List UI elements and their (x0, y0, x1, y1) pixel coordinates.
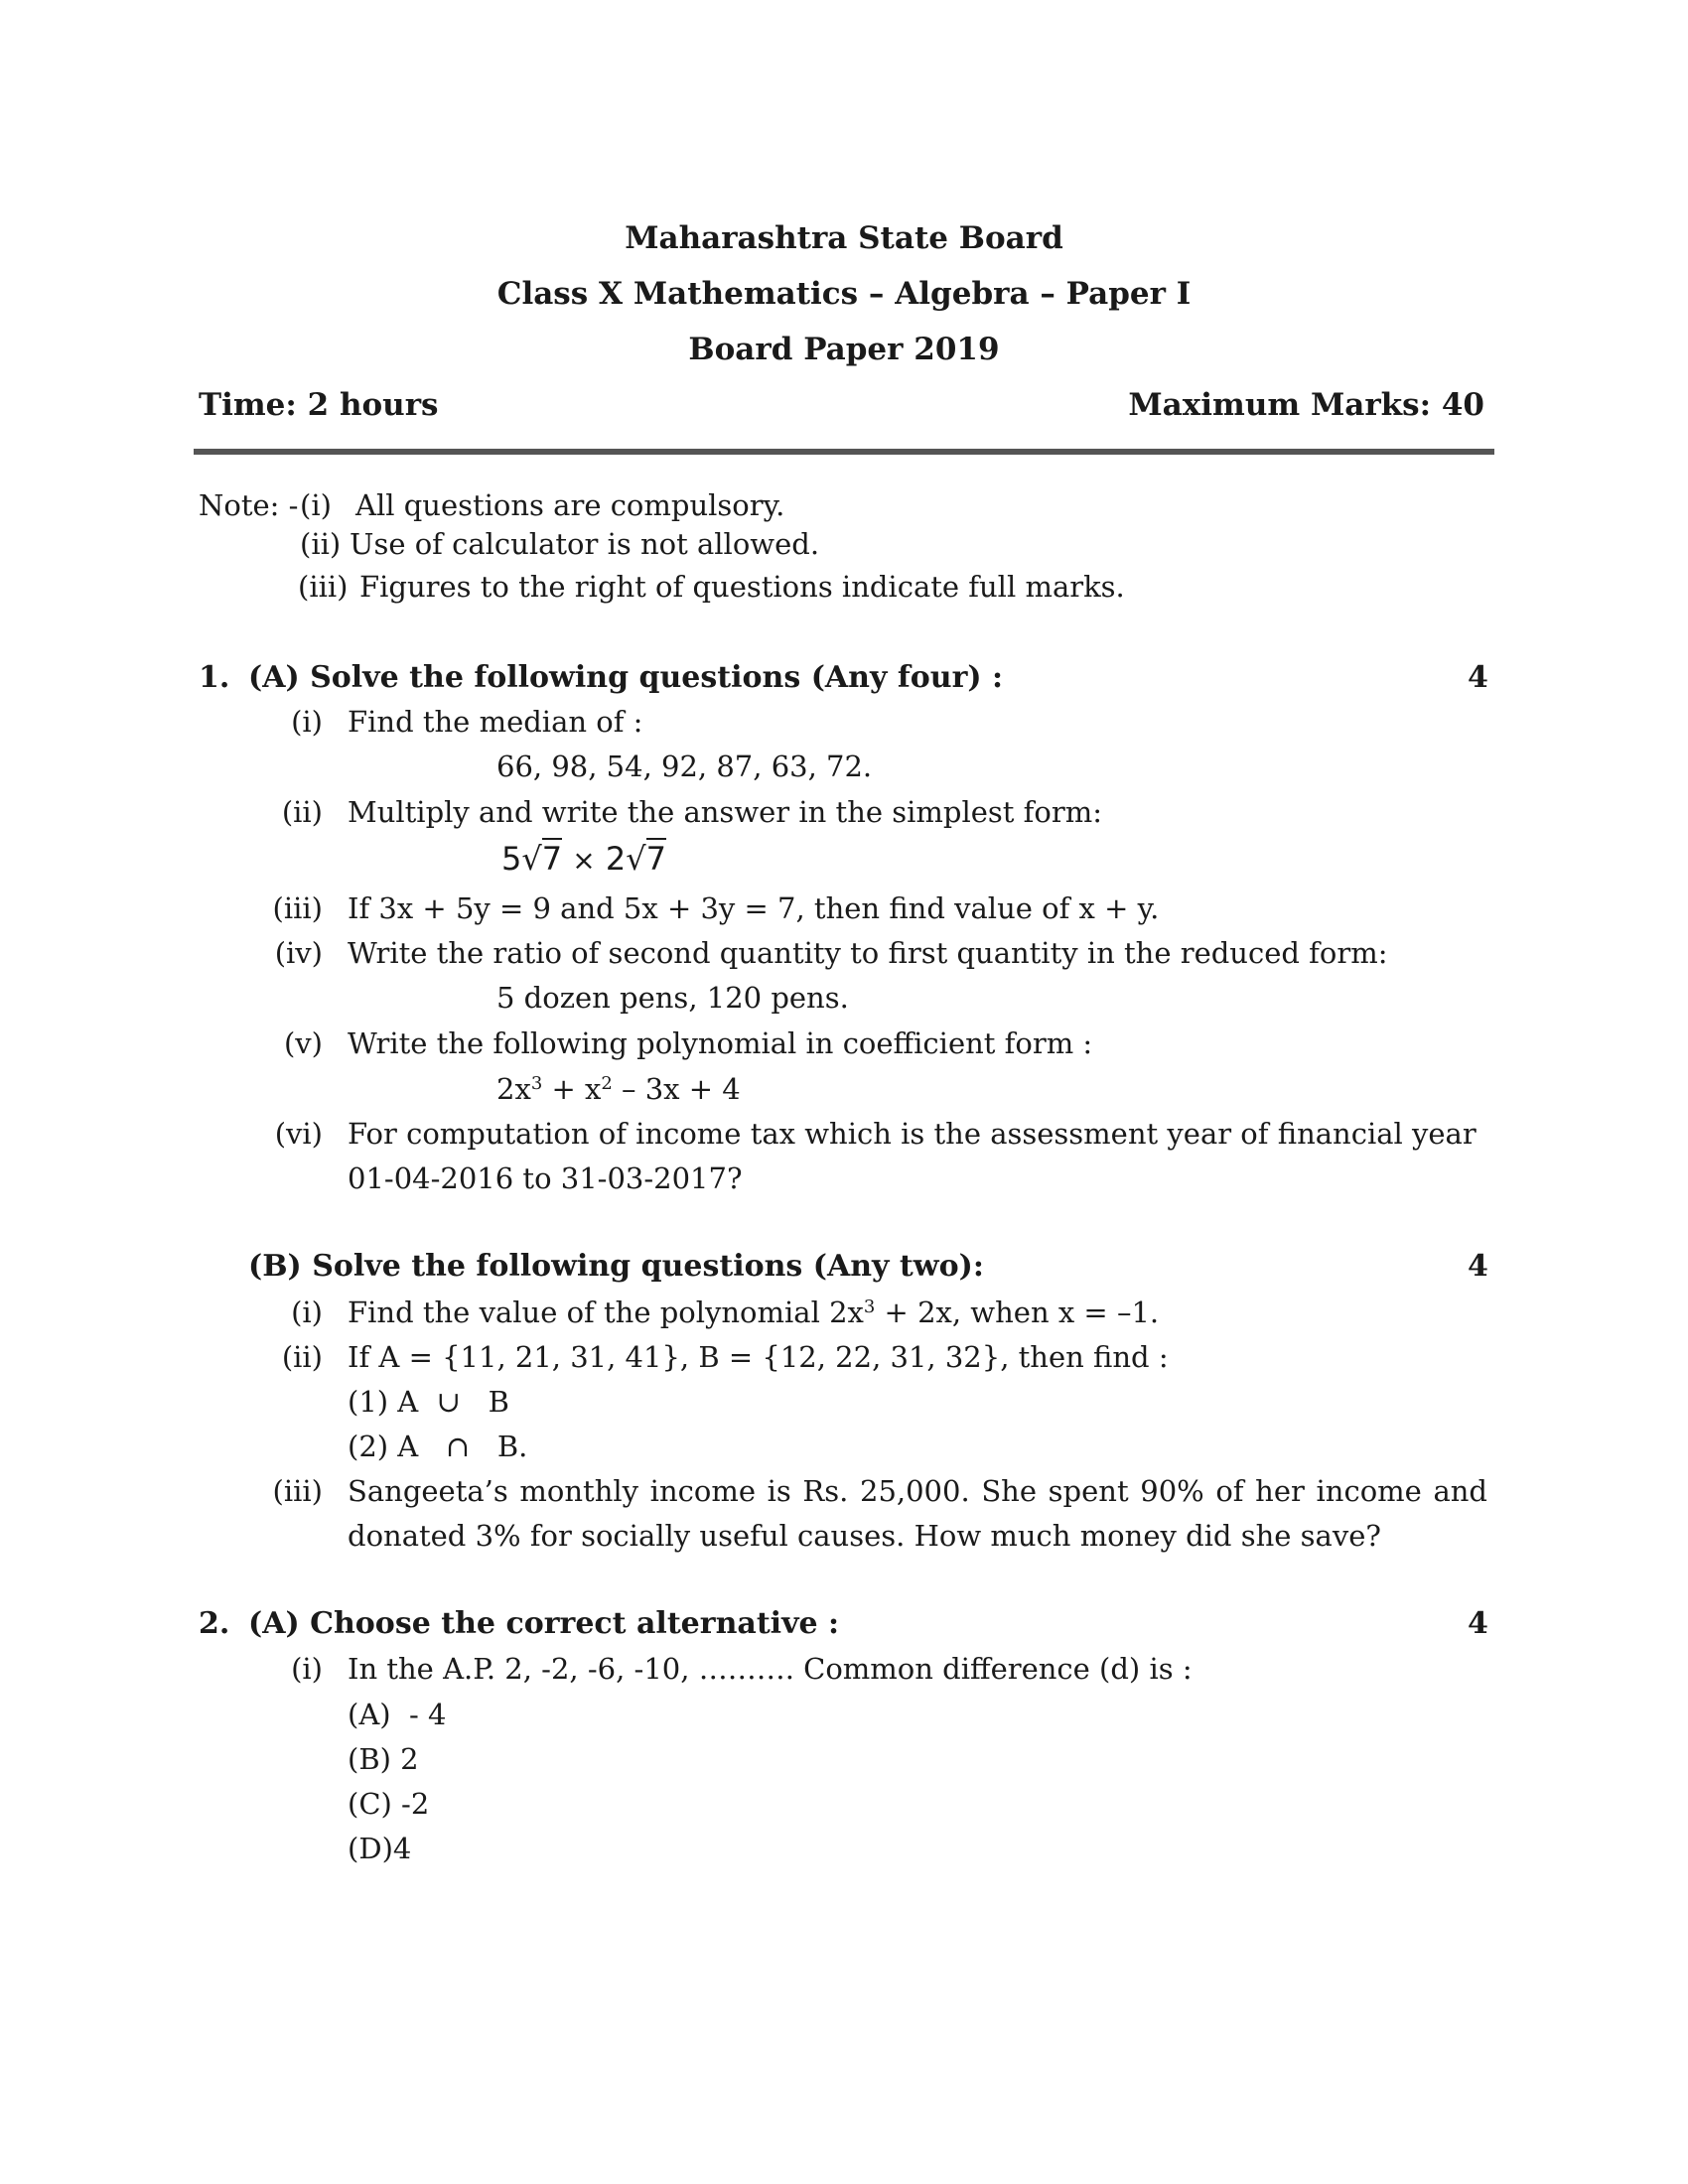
q1a-iii-num: (iii) (272, 891, 323, 925)
q1a-vi-num: (vi) (274, 1117, 323, 1151)
q1a-heading: (A) Solve the following questions (Any four) : (248, 660, 1004, 695)
q1b-marks: 4 (1468, 1249, 1488, 1284)
q1b-i-num: (i) (291, 1296, 323, 1329)
q1a-i-data: 66, 98, 54, 92, 87, 63, 72. (496, 750, 873, 783)
q1a-vi-text: For computation of income tax which is the assessment year of financial year (348, 1117, 1477, 1151)
board-title: Maharashtra State Board (625, 220, 1063, 256)
q1a-i-num: (i) (291, 705, 323, 739)
q1a-marks: 4 (1468, 660, 1488, 695)
q1a-iv-text: Write the ratio of second quantity to first quantity in the reduced form: (348, 936, 1388, 970)
paper-title: Board Paper 2019 (688, 332, 1000, 367)
q1a-v-polynomial: $2x^3 + x^2 - 3x + 4$ (496, 1072, 741, 1106)
q2a-i-num: (i) (291, 1652, 323, 1686)
note-prefix: Note: - (199, 488, 299, 522)
coefficient-2: 2 (605, 840, 627, 878)
q1a-iv-num: (iv) (274, 936, 323, 970)
q1a-v-text: Write the following polynomial in coefficient form : (348, 1026, 1093, 1060)
q1a-v-num: (v) (283, 1026, 323, 1060)
surd-product-expression (501, 840, 666, 878)
q2a-option-d: (D)4 (348, 1832, 412, 1865)
note-text-3: Figures to the right of questions indicate full marks. (359, 570, 1125, 604)
note-num-3: (iii) (298, 570, 349, 604)
q2a-option-a: (A) - 4 (348, 1698, 447, 1731)
q2-number: 2. (199, 1606, 230, 1641)
q1a-ii-num: (ii) (281, 795, 323, 829)
q1b-ii-text: If A = {11, 21, 31, 41}, B = {12, 22, 31, 32}, then find : (348, 1340, 1169, 1374)
q2a-option-c: (C) -2 (348, 1787, 430, 1821)
note-text-1: All questions are compulsory. (355, 488, 785, 522)
q2a-i-text: In the A.P. 2, -2, -6, -10, ………. Common difference (d) is : (348, 1652, 1193, 1686)
coefficient-5: 5 (501, 840, 522, 878)
radical-sign-icon: √ (626, 840, 646, 878)
header-divider (194, 449, 1494, 455)
q1b-ii-num: (ii) (281, 1340, 323, 1374)
time-label: Time: 2 hours (199, 387, 439, 423)
q1a-vi-text-2: 01-04-2016 to 31-03-2017? (348, 1161, 743, 1195)
note-num-2: (ii) (300, 527, 342, 561)
q1a-ii-text: Multiply and write the answer in the simplest form: (348, 795, 1103, 829)
radical-sign-icon: √ (521, 840, 542, 878)
q2a-heading: (A) Choose the correct alternative : (248, 1606, 840, 1641)
q2a-marks: 4 (1468, 1606, 1488, 1641)
q1a-iii-text: If 3x + 5y = 9 and 5x + 3y = 7, then find value of x + y. (348, 891, 1160, 925)
subject-title: Class X Mathematics – Algebra – Paper I (496, 276, 1192, 312)
q2a-option-b: (B) 2 (348, 1742, 419, 1776)
max-marks-label: Maximum Marks: 40 (1128, 387, 1484, 423)
q1-number: 1. (199, 660, 230, 695)
q1b-iii-num: (iii) (272, 1474, 323, 1508)
q1b-ii-union: (1) A ∪ B (348, 1385, 509, 1419)
q1a-iv-data: 5 dozen pens, 120 pens. (496, 981, 849, 1015)
q1b-heading: (B) Solve the following questions (Any two): (248, 1249, 984, 1284)
times-sign: × (572, 844, 596, 877)
q1b-iii-text: Sangeeta’s monthly income is Rs. 25,000. She spent 90% of her income and (348, 1474, 1487, 1508)
q1b-ii-intersection: (2) A ∩ B. (348, 1430, 528, 1463)
radicand-7: 7 (541, 840, 563, 878)
note-text-2: Use of calculator is not allowed. (350, 527, 820, 561)
q1b-i-text: Find the value of the polynomial $2x^3 + 2x$, when x = –1. (348, 1296, 1160, 1329)
q1a-i-text: Find the median of : (348, 705, 643, 739)
q1b-iii-text-2: donated 3% for socially useful causes. How much money did she save? (348, 1519, 1381, 1553)
note-num-1: (i) (300, 488, 332, 522)
radicand-7b: 7 (645, 840, 667, 878)
